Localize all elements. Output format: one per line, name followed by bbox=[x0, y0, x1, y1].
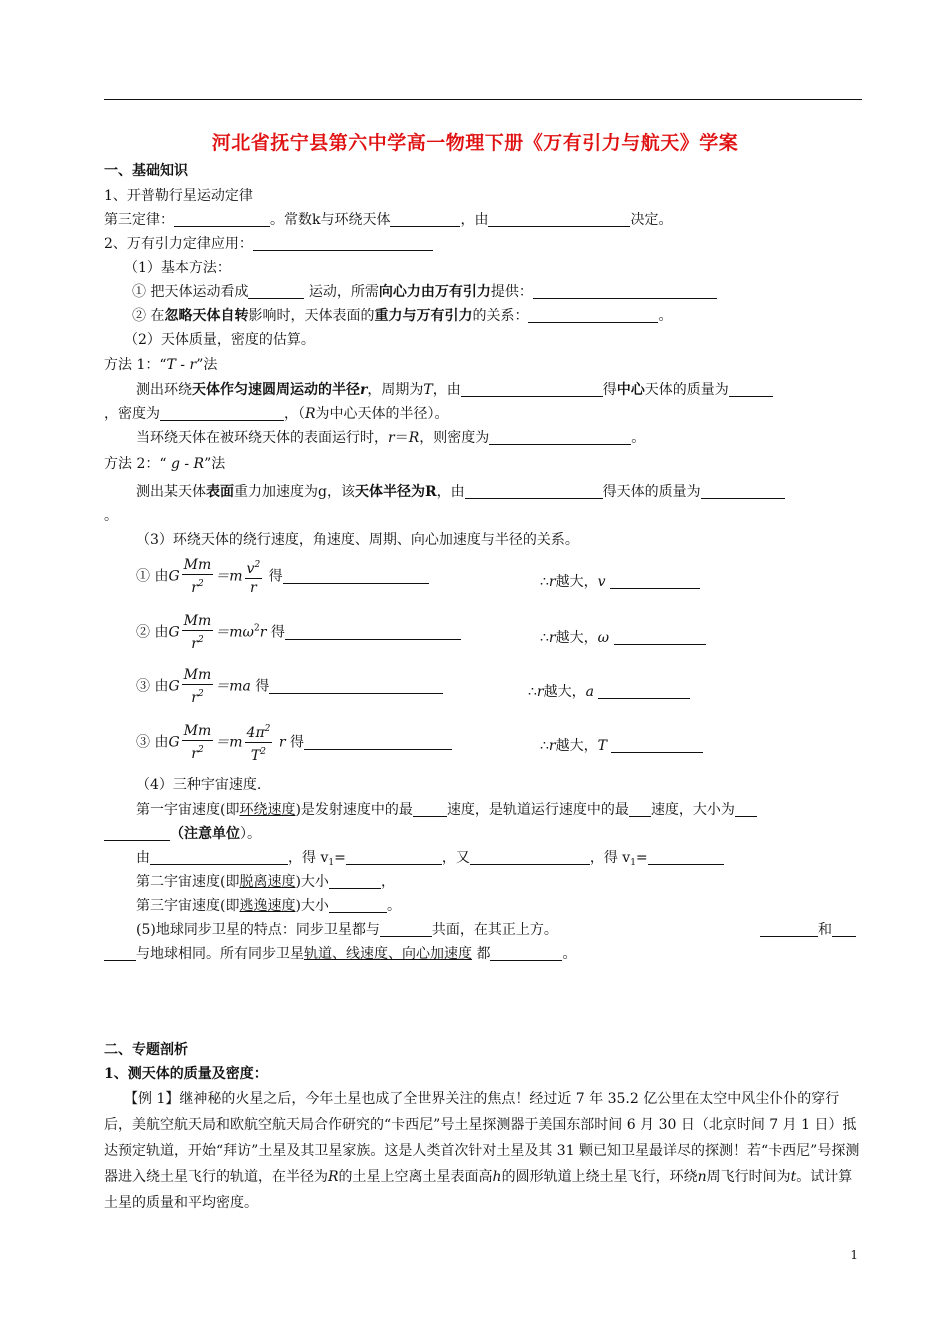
text: ”法 bbox=[204, 456, 226, 472]
text: 提供： bbox=[490, 284, 533, 300]
blank[interactable] bbox=[174, 210, 270, 227]
basic-method: （1）基本方法： bbox=[124, 260, 231, 276]
text: 越大， bbox=[555, 738, 598, 754]
blank[interactable] bbox=[248, 282, 304, 299]
blank[interactable] bbox=[150, 848, 288, 865]
exponent: 2 bbox=[197, 745, 204, 755]
text: )是发射速度中的最 bbox=[295, 802, 413, 818]
text: G bbox=[168, 678, 180, 695]
text: ，由 bbox=[436, 484, 465, 500]
text: 脱离速度 bbox=[239, 874, 296, 890]
text: r bbox=[274, 734, 286, 751]
exponent: 2 bbox=[253, 623, 260, 634]
equation-3 bbox=[136, 666, 443, 707]
subsection-mass-density: 1、测天体的质量及密度： bbox=[104, 1066, 268, 1082]
blank[interactable] bbox=[329, 872, 381, 889]
text: ＝ bbox=[394, 430, 409, 446]
text: 得 bbox=[264, 568, 283, 585]
text: r bbox=[191, 746, 198, 762]
example-1 bbox=[104, 1086, 864, 1216]
text: 第一宇宙速度(即 bbox=[136, 802, 240, 818]
text: R bbox=[408, 430, 420, 446]
first-cosmic-line bbox=[136, 800, 757, 820]
text: 忽略天体自转 bbox=[164, 308, 249, 324]
text: ＝mω bbox=[215, 624, 254, 641]
text: R bbox=[328, 1169, 339, 1185]
text: ③ 由 bbox=[136, 678, 169, 695]
text: = bbox=[334, 850, 346, 866]
text: 越大， bbox=[543, 684, 586, 700]
text: 的圆形轨道上绕土星飞行，环绕 bbox=[501, 1169, 698, 1185]
text: t bbox=[790, 1169, 797, 1185]
text: 环绕速度 bbox=[239, 802, 296, 818]
equation-2 bbox=[136, 612, 461, 653]
text: 方法 2：“ bbox=[104, 456, 171, 472]
gravity-app-line bbox=[104, 234, 433, 254]
blank[interactable] bbox=[104, 824, 170, 841]
text: v bbox=[246, 561, 255, 577]
text: 第三宇宙速度(即 bbox=[136, 898, 240, 914]
relations-heading: （3）环绕天体的绕行速度，角速度、周期、向心加速度与半径的关系。 bbox=[136, 532, 579, 548]
text: a bbox=[585, 684, 594, 700]
numerator: Mm bbox=[183, 557, 212, 573]
text: 得 bbox=[285, 734, 304, 751]
text: 由 bbox=[136, 850, 150, 866]
text: ① 由 bbox=[136, 568, 169, 585]
text: r bbox=[548, 738, 556, 754]
text: 决定。 bbox=[630, 212, 673, 228]
exponent: 2 bbox=[254, 560, 261, 570]
text: ω bbox=[597, 630, 610, 646]
section-heading-analysis: 二、专题剖析 bbox=[104, 1042, 188, 1058]
text: 与地球相同。所有同步卫星 bbox=[136, 946, 304, 962]
text: ∴ bbox=[528, 684, 537, 700]
text: ∴ bbox=[540, 738, 549, 754]
text: 注意单位 bbox=[184, 826, 240, 842]
text: 得 bbox=[250, 678, 270, 695]
equation-4 bbox=[136, 720, 452, 765]
text: （ bbox=[170, 826, 184, 842]
text: ”法 bbox=[196, 357, 218, 373]
method2-line1 bbox=[136, 482, 785, 502]
blank[interactable] bbox=[528, 306, 658, 323]
exponent: 2 bbox=[260, 747, 266, 757]
exponent: 2 bbox=[197, 635, 204, 645]
denominator bbox=[182, 631, 214, 653]
geo-satellite-line2 bbox=[104, 944, 576, 964]
denominator bbox=[182, 741, 214, 763]
text: = bbox=[635, 850, 648, 866]
text: r bbox=[259, 624, 267, 641]
text: 。 bbox=[386, 898, 401, 914]
mass-estimation: （2）天体质量，密度的估算。 bbox=[124, 332, 315, 348]
text: 。试计算土星的质量和平均密度。 bbox=[104, 1169, 853, 1211]
text: ③ 由 bbox=[136, 734, 169, 751]
text: 得天体的质量为 bbox=[602, 484, 701, 500]
text: 速度，是轨道运行速度中的最 bbox=[446, 802, 629, 818]
text: (5)地球同步卫星的特点：同步卫星都与 bbox=[136, 922, 380, 938]
text: 都 bbox=[472, 946, 491, 962]
third-cosmic-line bbox=[136, 896, 401, 916]
text: 中心 bbox=[616, 382, 645, 398]
text: 和 bbox=[818, 922, 832, 938]
exponent: 2 bbox=[264, 724, 271, 734]
text: 。 bbox=[631, 430, 646, 446]
therefore-3 bbox=[528, 681, 690, 701]
text: ，得 v bbox=[288, 850, 329, 866]
therefore-4 bbox=[540, 735, 703, 755]
text: n bbox=[697, 1169, 707, 1185]
text: r bbox=[191, 636, 198, 652]
text: r bbox=[548, 574, 556, 590]
text: ，由 bbox=[432, 382, 461, 398]
method2-heading bbox=[104, 454, 225, 474]
method-2-line bbox=[132, 306, 672, 326]
subscript: 1 bbox=[328, 858, 335, 868]
blank[interactable] bbox=[285, 623, 461, 640]
subscript: 1 bbox=[630, 858, 636, 868]
equation-1 bbox=[136, 556, 429, 597]
text: T bbox=[597, 738, 607, 754]
text: 共面，在其正上方。 bbox=[431, 922, 558, 938]
text: r bbox=[388, 430, 395, 446]
blank[interactable] bbox=[760, 920, 818, 937]
text: ② 由 bbox=[136, 624, 169, 641]
text: ）。 bbox=[240, 826, 261, 842]
numerator: Mm bbox=[183, 723, 212, 739]
text: 测出环绕 bbox=[136, 382, 192, 398]
blank[interactable] bbox=[648, 848, 724, 865]
text: 运动，所需 bbox=[304, 284, 379, 300]
text: 向心力由万有引力 bbox=[378, 284, 491, 300]
method1-line3 bbox=[136, 428, 645, 448]
blank[interactable] bbox=[465, 482, 603, 499]
geo-satellite-line1-end bbox=[760, 920, 856, 940]
text: ，得 v bbox=[589, 850, 631, 866]
fraction-mm-r2 bbox=[182, 722, 214, 763]
text: 测出某天体 bbox=[136, 484, 206, 500]
text: ② 在 bbox=[132, 308, 165, 324]
text: 天体半径为R bbox=[354, 484, 437, 500]
text: T - r bbox=[166, 357, 197, 373]
text: 2、万有引力定律应用： bbox=[104, 236, 253, 252]
text: ，则密度为 bbox=[419, 430, 490, 446]
text: 得 bbox=[602, 382, 617, 398]
fraction-4pi2-t2 bbox=[245, 720, 273, 765]
numerator: Mm bbox=[183, 613, 212, 629]
text: ， bbox=[380, 874, 395, 890]
text: T bbox=[423, 382, 433, 398]
blank[interactable] bbox=[533, 282, 717, 299]
text: ∴ bbox=[540, 574, 549, 590]
first-cosmic-line2 bbox=[104, 824, 261, 844]
text: )大小 bbox=[295, 874, 329, 890]
blank[interactable] bbox=[283, 567, 429, 584]
text: ∴ bbox=[540, 630, 549, 646]
text: 。 bbox=[658, 308, 673, 324]
exponent: 2 bbox=[197, 689, 204, 699]
text: ，又 bbox=[441, 850, 470, 866]
text: 越大， bbox=[555, 630, 598, 646]
text: 得 bbox=[266, 624, 285, 641]
therefore-1 bbox=[540, 571, 700, 591]
blank[interactable] bbox=[701, 482, 785, 499]
blank[interactable] bbox=[346, 848, 442, 865]
text: r bbox=[360, 382, 368, 398]
blank[interactable] bbox=[735, 800, 757, 817]
text: 重力与万有引力 bbox=[374, 308, 473, 324]
text: 的关系： bbox=[472, 308, 529, 324]
text: )大小 bbox=[295, 898, 329, 914]
text: ① 把天体运动看成 bbox=[132, 284, 249, 300]
text: 继神秘的火星之后，今年土星也成了全世界关注的焦点！经过近 7 年 35.2 亿公里在太空中风尘仆仆的穿行后，美航空航天局和欧航空航天局合作研究的“卡西尼”号土星探测器于美国东部时间 6 月 30 日（北京时间 7 月 1 日）抵达预定轨道，开始“拜访”土星及其卫星家族。这是人类首次针对土星及其 31 颗已知卫星最详尽的探测！若“卡西尼”号探测器进入绕土星飞行的轨道，在半径为 bbox=[104, 1091, 860, 1185]
text: r bbox=[191, 690, 198, 706]
text: g - R bbox=[170, 456, 205, 472]
blank[interactable] bbox=[489, 428, 631, 445]
text: ，密度为 bbox=[104, 406, 160, 422]
denominator: r bbox=[250, 580, 257, 596]
text: 重力加速度为g，该 bbox=[234, 484, 355, 500]
blank[interactable] bbox=[629, 800, 651, 817]
text: r bbox=[536, 684, 544, 700]
blank[interactable] bbox=[610, 572, 700, 589]
text: 方法 1：“ bbox=[104, 357, 167, 373]
numerator: Mm bbox=[183, 667, 212, 683]
blank[interactable] bbox=[611, 736, 703, 753]
text: G bbox=[168, 624, 180, 641]
text: 轨道、线速度、向心加速度 bbox=[304, 946, 472, 962]
blank[interactable] bbox=[380, 920, 432, 937]
blank[interactable] bbox=[390, 210, 460, 227]
text: ＝ma bbox=[215, 678, 251, 695]
blank[interactable] bbox=[461, 380, 603, 397]
blank[interactable] bbox=[253, 234, 433, 251]
text: 第三定律： bbox=[104, 212, 174, 228]
third-law-line bbox=[104, 210, 672, 230]
text: T bbox=[250, 748, 261, 764]
blank[interactable] bbox=[269, 677, 443, 694]
text: 的土星上空离土星表面高 bbox=[338, 1169, 493, 1185]
fraction-mm-r2 bbox=[182, 612, 214, 653]
text: 越大， bbox=[555, 574, 598, 590]
derivation-line bbox=[136, 848, 724, 873]
text: 天体的质量为 bbox=[644, 382, 729, 398]
method1-line1 bbox=[136, 380, 773, 400]
blank[interactable] bbox=[413, 800, 447, 817]
blank[interactable] bbox=[490, 944, 562, 961]
method-1-line bbox=[132, 282, 717, 302]
blank[interactable] bbox=[488, 210, 630, 227]
blank[interactable] bbox=[598, 682, 690, 699]
method1-heading bbox=[104, 355, 217, 375]
text: ，（ bbox=[284, 406, 305, 422]
text: 。常数k与环绕天体 bbox=[270, 212, 391, 228]
kepler-heading: 1、开普勒行星运动定律 bbox=[104, 188, 253, 204]
blank[interactable] bbox=[304, 733, 452, 750]
text: 天体作匀速圆周运动的半径 bbox=[192, 382, 360, 398]
method2-line2: 。 bbox=[104, 508, 118, 524]
text: ＝m bbox=[215, 568, 243, 585]
therefore-2 bbox=[540, 627, 706, 647]
denominator bbox=[182, 575, 214, 597]
text: R bbox=[305, 406, 316, 422]
denominator bbox=[182, 685, 214, 707]
text: 当环绕天体在被环绕天体的表面运行时， bbox=[136, 430, 388, 446]
cosmic-heading: （4）三种宇宙速度. bbox=[136, 777, 262, 793]
text: ，由 bbox=[460, 212, 489, 228]
blank[interactable] bbox=[160, 404, 284, 421]
fraction-v2-r bbox=[245, 556, 263, 597]
blank[interactable] bbox=[832, 920, 856, 937]
text: G bbox=[168, 568, 180, 585]
text: 为中心天体的半径）。 bbox=[315, 406, 449, 422]
denominator bbox=[245, 743, 273, 765]
text: r bbox=[548, 630, 556, 646]
method1-line2 bbox=[104, 404, 449, 424]
text: r bbox=[191, 580, 198, 596]
text: 。 bbox=[562, 946, 577, 962]
blank[interactable] bbox=[729, 380, 773, 397]
text: 影响时，天体表面的 bbox=[248, 308, 375, 324]
text: G bbox=[168, 734, 180, 751]
text: 4π bbox=[246, 725, 265, 741]
text: 表面 bbox=[206, 484, 234, 500]
example-label: 【例 1】 bbox=[124, 1091, 180, 1107]
text: ，周期为 bbox=[367, 382, 424, 398]
blank[interactable] bbox=[614, 628, 706, 645]
fraction-mm-r2 bbox=[182, 666, 214, 707]
text: h bbox=[492, 1169, 502, 1185]
page-number: 1 bbox=[850, 1248, 858, 1262]
blank[interactable] bbox=[329, 896, 387, 913]
fraction-mm-r2 bbox=[182, 556, 214, 597]
text: ＝m bbox=[215, 734, 243, 751]
page-title: 河北省抚宁县第六中学高一物理下册《万有引力与航天》学案 bbox=[211, 132, 739, 154]
section-heading-basics: 一、基础知识 bbox=[104, 163, 188, 179]
geo-satellite-line1 bbox=[136, 920, 558, 940]
top-rule bbox=[104, 99, 862, 100]
blank[interactable] bbox=[104, 944, 136, 961]
blank[interactable] bbox=[470, 848, 590, 865]
text: v bbox=[597, 574, 606, 590]
numerator bbox=[245, 556, 263, 579]
numerator bbox=[245, 720, 273, 743]
second-cosmic-line bbox=[136, 872, 395, 892]
exponent: 2 bbox=[197, 579, 204, 589]
text: 第二宇宙速度(即 bbox=[136, 874, 240, 890]
text: 逃逸速度 bbox=[239, 898, 296, 914]
text: 速度，大小为 bbox=[650, 802, 735, 818]
text: 周飞行时间为 bbox=[706, 1169, 791, 1185]
